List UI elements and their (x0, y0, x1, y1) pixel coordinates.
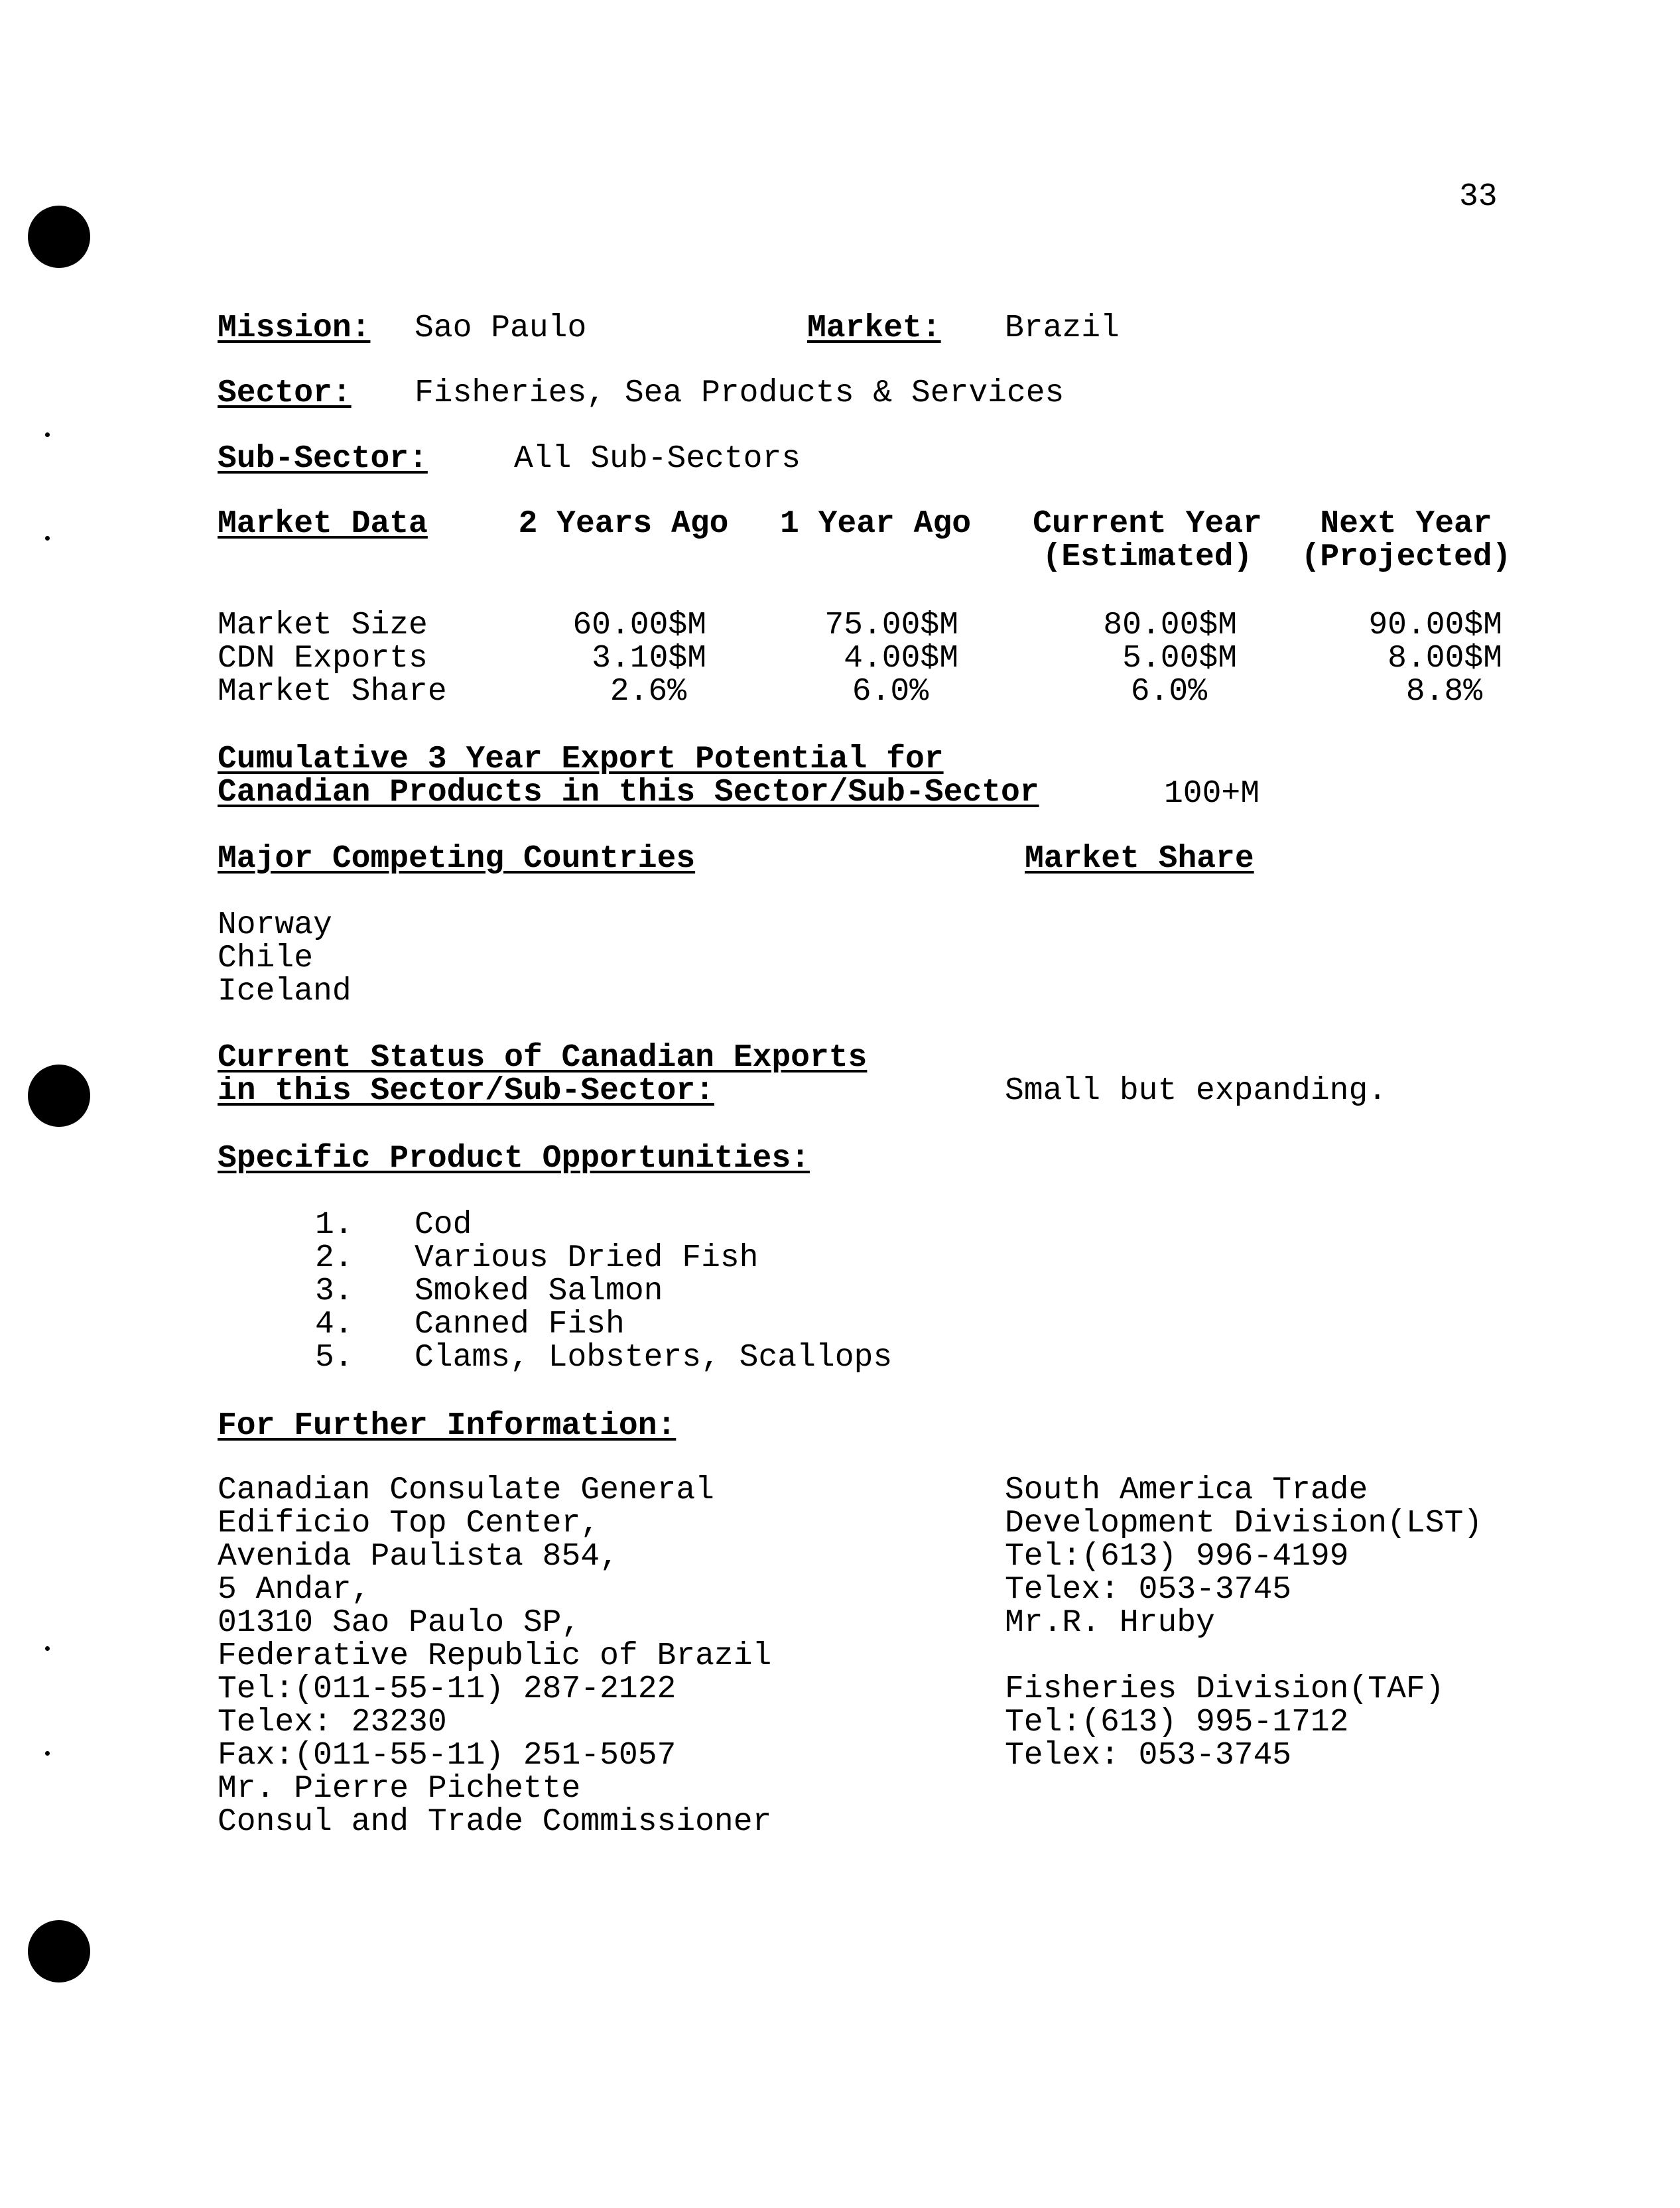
mission-value: Sao Paulo (415, 310, 587, 346)
market-label: Market: (807, 310, 941, 346)
market-value: Brazil (1005, 310, 1120, 346)
division-contact-line: Mr.R. Hruby (1005, 1605, 1215, 1641)
opportunity-number: 3. (315, 1273, 354, 1309)
punch-hole-middle (28, 1065, 90, 1127)
consulate-address-line: Edificio Top Center, (218, 1506, 600, 1541)
current-status-value: Small but expanding. (1005, 1073, 1388, 1109)
margin-speck (45, 1646, 50, 1651)
competitor-country: Iceland (218, 974, 352, 1009)
current-status-heading-line2: in this Sector/Sub-Sector: (218, 1073, 714, 1109)
consulate-address-line: Fax:(011-55-11) 251-5057 (218, 1738, 677, 1774)
cdn-exports-next-year: 8.00$M (1388, 641, 1502, 677)
mission-label: Mission: (218, 310, 371, 346)
competitor-country: Norway (218, 907, 332, 943)
market-size-current-year: 80.00$M (1103, 608, 1237, 643)
market-size-next-year: 90.00$M (1368, 608, 1502, 643)
punch-hole-top (28, 206, 90, 268)
opportunity-item: Various Dried Fish (415, 1240, 759, 1276)
column-header-next-year: Next Year (1320, 506, 1492, 542)
opportunity-item: Smoked Salmon (415, 1273, 663, 1309)
opportunity-number: 1. (315, 1207, 354, 1243)
cdn-exports-1-year-ago: 4.00$M (844, 641, 958, 677)
margin-speck (45, 536, 50, 541)
division-contact-line: Tel:(613) 996-4199 (1005, 1539, 1349, 1575)
row-label-cdn-exports: CDN Exports (218, 641, 428, 677)
margin-speck (45, 432, 50, 437)
market-share-next-year: 8.8% (1405, 674, 1482, 710)
opportunity-item: Cod (415, 1207, 472, 1243)
cdn-exports-current-year: 5.00$M (1122, 641, 1237, 677)
column-header-2-years-ago: 2 Years Ago (518, 506, 729, 542)
current-status-heading-line1: Current Status of Canadian Exports (218, 1040, 868, 1076)
column-header-current-year-sub: (Estimated) (1042, 539, 1253, 575)
column-header-1-year-ago: 1 Year Ago (779, 506, 972, 542)
division-contact-line: South America Trade (1005, 1472, 1368, 1508)
consulate-address-line: 5 Andar, (218, 1572, 371, 1608)
consulate-address-line: Federative Republic of Brazil (218, 1638, 772, 1674)
margin-speck (45, 1751, 50, 1756)
division-contact-line: Telex: 053-3745 (1005, 1738, 1292, 1774)
opportunity-item: Canned Fish (415, 1307, 625, 1342)
export-potential-heading-line1: Cumulative 3 Year Export Potential for (218, 742, 944, 777)
row-label-market-share: Market Share (218, 674, 447, 710)
division-contact-line: Telex: 053-3745 (1005, 1572, 1292, 1608)
opportunity-number: 5. (315, 1340, 354, 1376)
consulate-address-line: Mr. Pierre Pichette (218, 1771, 581, 1807)
market-share-2-years-ago: 2.6% (610, 674, 686, 710)
subsector-value: All Sub-Sectors (514, 441, 801, 477)
page-number: 33 (1459, 179, 1498, 215)
opportunity-number: 2. (315, 1240, 354, 1276)
punch-hole-bottom (28, 1920, 90, 1982)
consulate-address-line: Avenida Paulista 854, (218, 1539, 619, 1575)
market-share-current-year: 6.0% (1130, 674, 1207, 710)
subsector-label: Sub-Sector: (218, 441, 428, 477)
competitors-heading: Major Competing Countries (218, 841, 696, 877)
cdn-exports-2-years-ago: 3.10$M (592, 641, 706, 677)
division-contact-line: Tel:(613) 995-1712 (1005, 1705, 1349, 1740)
market-size-1-year-ago: 75.00$M (824, 608, 958, 643)
opportunity-item: Clams, Lobsters, Scallops (415, 1340, 893, 1376)
export-potential-heading-line2: Canadian Products in this Sector/Sub-Sector (218, 775, 1039, 811)
market-share-1-year-ago: 6.0% (852, 674, 929, 710)
row-label-market-size: Market Size (218, 608, 428, 643)
sector-value: Fisheries, Sea Products & Services (415, 375, 1065, 411)
sector-label: Sector: (218, 375, 352, 411)
market-size-2-years-ago: 60.00$M (572, 608, 706, 643)
competitor-country: Chile (218, 941, 314, 976)
division-contact-line: Development Division(LST) (1005, 1506, 1483, 1541)
consulate-address-line: Consul and Trade Commissioner (218, 1804, 772, 1840)
market-data-heading: Market Data (218, 506, 428, 542)
column-header-next-year-sub: (Projected) (1301, 539, 1512, 575)
consulate-address-line: Canadian Consulate General (218, 1472, 714, 1508)
consulate-address-line: Telex: 23230 (218, 1705, 447, 1740)
consulate-address-line: Tel:(011-55-11) 287-2122 (218, 1671, 677, 1707)
opportunities-heading: Specific Product Opportunities: (218, 1141, 810, 1177)
market-share-heading: Market Share (1025, 841, 1254, 877)
division-contact-line: Fisheries Division(TAF) (1005, 1671, 1445, 1707)
opportunity-number: 4. (315, 1307, 354, 1342)
further-info-heading: For Further Information: (218, 1408, 677, 1444)
export-potential-value: 100+M (1164, 776, 1260, 812)
column-header-current-year: Current Year (1033, 506, 1262, 542)
consulate-address-line: 01310 Sao Paulo SP, (218, 1605, 581, 1641)
